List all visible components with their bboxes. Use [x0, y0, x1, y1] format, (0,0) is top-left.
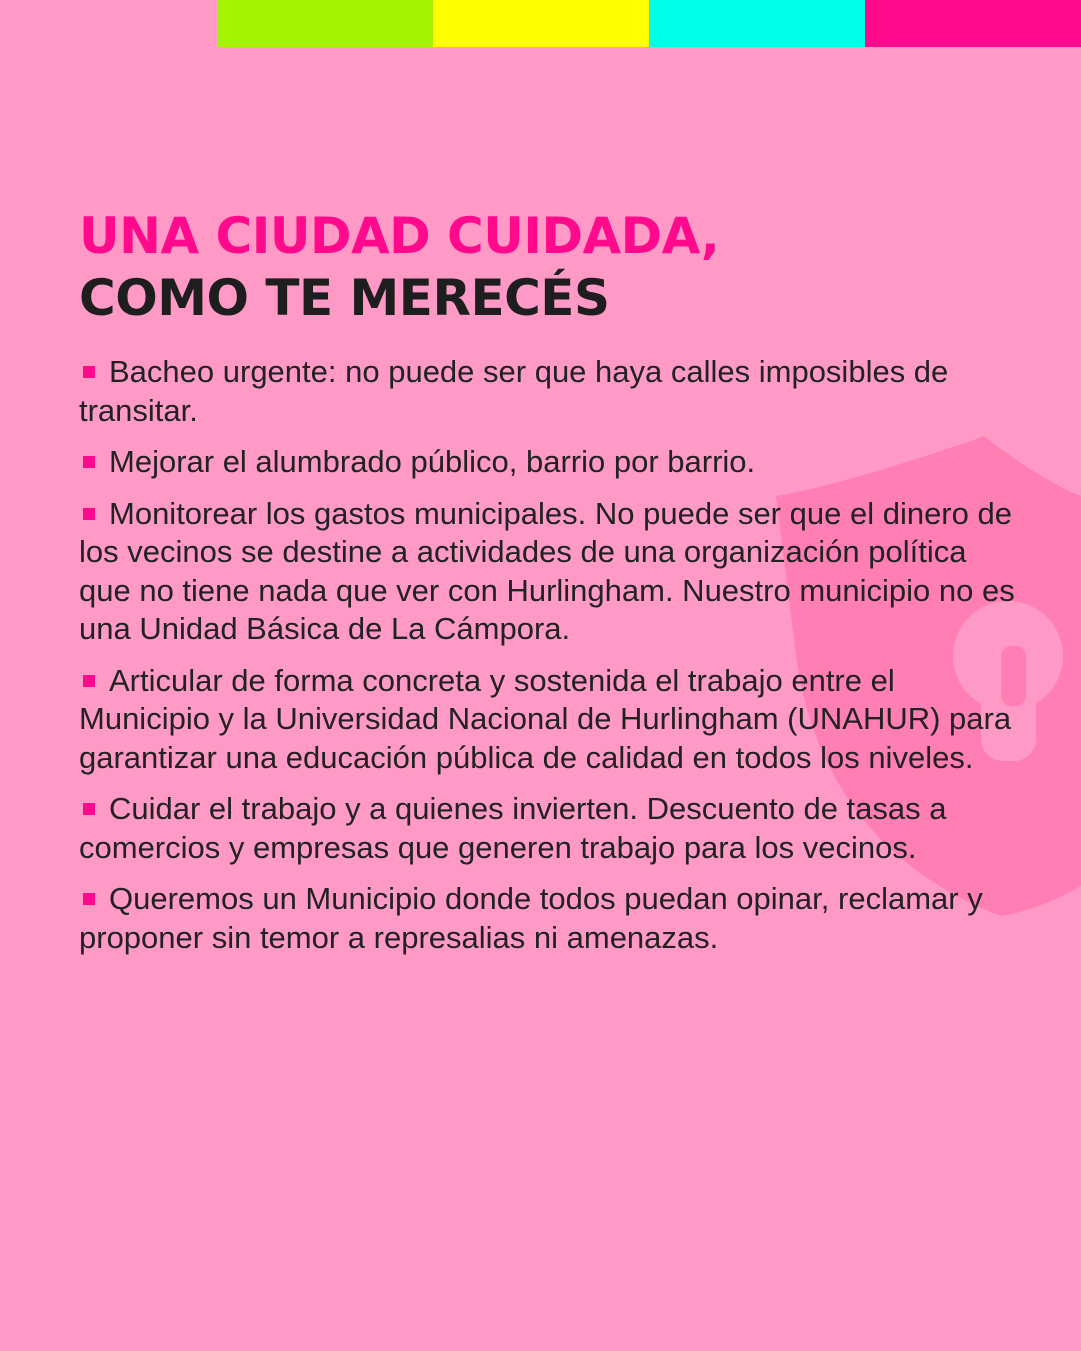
title-line-2: COMO TE MERECÉS: [79, 269, 610, 327]
color-stripe-bar: [217, 0, 1081, 47]
list-item-text: Monitorear los gastos municipales. No puede ser que el dinero de los vecinos se destine a actividades de una organización política que no tiene nada que ver con Hurlingham. Nuestro municipio no es una Unidad Básica de La Cámpora.: [79, 495, 1015, 646]
list-item: [79, 790, 1019, 867]
title-line-1: UNA CIUDAD CUIDADA,: [79, 207, 720, 265]
bullet-square-icon: [83, 803, 95, 815]
list-item-text: Articular de forma concreta y sostenida el trabajo entre el Municipio y la Universidad Nacional de Hurlingham (UNAHUR) para garantizar una educación pública de calidad en todos los niveles.: [79, 662, 1012, 775]
bullet-square-icon: [83, 456, 95, 468]
stripe-magenta: [865, 0, 1081, 47]
bullet-square-icon: [83, 893, 95, 905]
bullet-square-icon: [83, 675, 95, 687]
list-item-text: Cuidar el trabajo y a quienes invierten. Descuento de tasas a comercios y empresas que generen trabajo para los vecinos.: [79, 791, 947, 865]
page-title: [79, 205, 1019, 329]
list-item: [79, 443, 1019, 482]
list-item-text: Bacheo urgente: no puede ser que haya calles imposibles de transitar.: [79, 354, 949, 428]
list-item: [79, 353, 1019, 430]
proposal-list: [79, 353, 1019, 957]
main-content: [79, 205, 1019, 970]
bullet-square-icon: [83, 508, 95, 520]
list-item: [79, 495, 1019, 649]
list-item-text: Queremos un Municipio donde todos puedan opinar, reclamar y proponer sin temor a represalias ni amenazas.: [79, 881, 983, 955]
stripe-yellow: [433, 0, 649, 47]
list-item: [79, 662, 1019, 778]
list-item: [79, 880, 1019, 957]
stripe-green: [217, 0, 433, 47]
stripe-cyan: [649, 0, 865, 47]
bullet-square-icon: [83, 366, 95, 378]
list-item-text: Mejorar el alumbrado público, barrio por barrio.: [109, 444, 756, 479]
